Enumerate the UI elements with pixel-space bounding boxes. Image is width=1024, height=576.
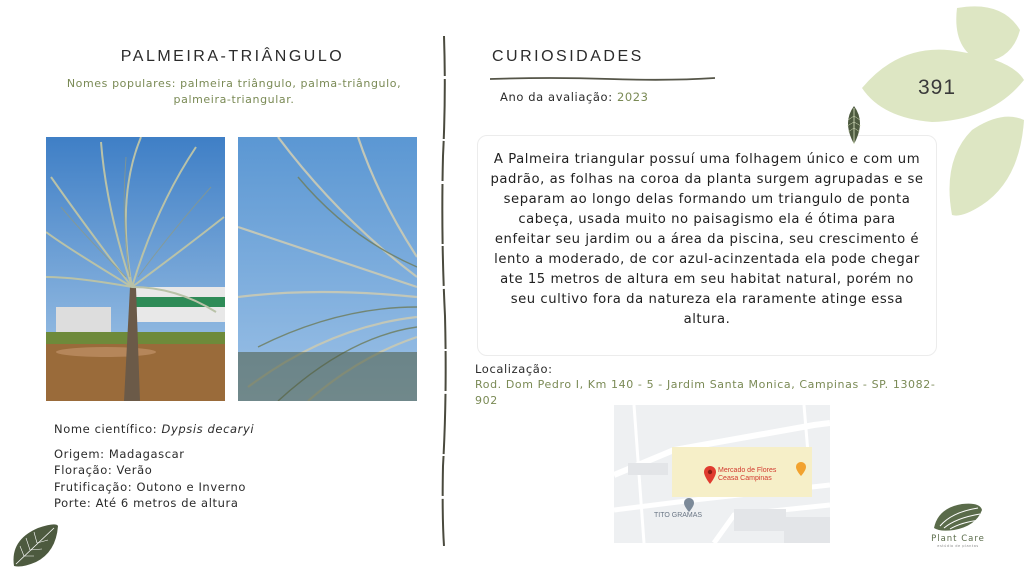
fruiting: Frutificação: Outono e Inverno (54, 479, 247, 494)
brand-leaf-icon (932, 502, 984, 532)
brand-logo: Plant Care estúdio de plantas (918, 502, 998, 548)
leaf-cluster-icon (862, 0, 1024, 229)
popular-names: Nomes populares: palmeira triângulo, palma-triângulo, palmeira-triangular. (66, 77, 402, 106)
scientific-name: Nome científico: Dypsis decaryi (54, 422, 255, 436)
map-poi-label[interactable]: TITO GRAMAS (654, 512, 703, 519)
map-place-label[interactable]: Mercado de Flores Ceasa Campinas (718, 467, 777, 482)
title-underline (490, 68, 715, 76)
plant-title: PALMEIRA-TRIÂNGULO (120, 48, 345, 65)
plant-number-badge: 391 (917, 76, 957, 99)
location-address: Rod. Dom Pedro I, Km 140 - 5 - Jardim Santa Monica, Campinas - SP. 13082-902 (475, 378, 936, 407)
map-poi-icon[interactable] (796, 461, 806, 480)
size: Porte: Até 6 metros de altura (54, 496, 239, 510)
map-pin-icon[interactable] (704, 466, 716, 488)
location-map[interactable] (614, 405, 830, 543)
palm-photo-full (46, 137, 225, 401)
flowering: Floração: Verão (54, 463, 153, 477)
corner-leaf-icon (10, 522, 60, 572)
vertical-divider (440, 36, 448, 546)
palm-photo-closeup (238, 137, 417, 401)
small-leaf-icon (844, 106, 864, 150)
origin: Origem: Madagascar (54, 446, 185, 461)
location-label: Localização: (475, 362, 553, 376)
curiosities-title: CURIOSIDADES (492, 48, 644, 65)
description-text: A Palmeira triangular possuí uma folhagem único e com um padrão, as folhas na coroa da planta surgem agrupadas e se separam ao longo delas formando um triangulo de ponta cabeça, usada muito no paisagismo ela é ótima para enfeitar seu jardim ou a área da piscina, seu crescimento é lento a moderado, de cor azul-acinzentada ela pode chegar ate 15 metros de altura em seu habitat natural, porém no seu cultivo fora da natureza ela raramente atinge essa altura. (490, 152, 924, 327)
plant-facts (54, 421, 254, 512)
evaluation-year: Ano da avaliação: 2023 (500, 90, 649, 104)
